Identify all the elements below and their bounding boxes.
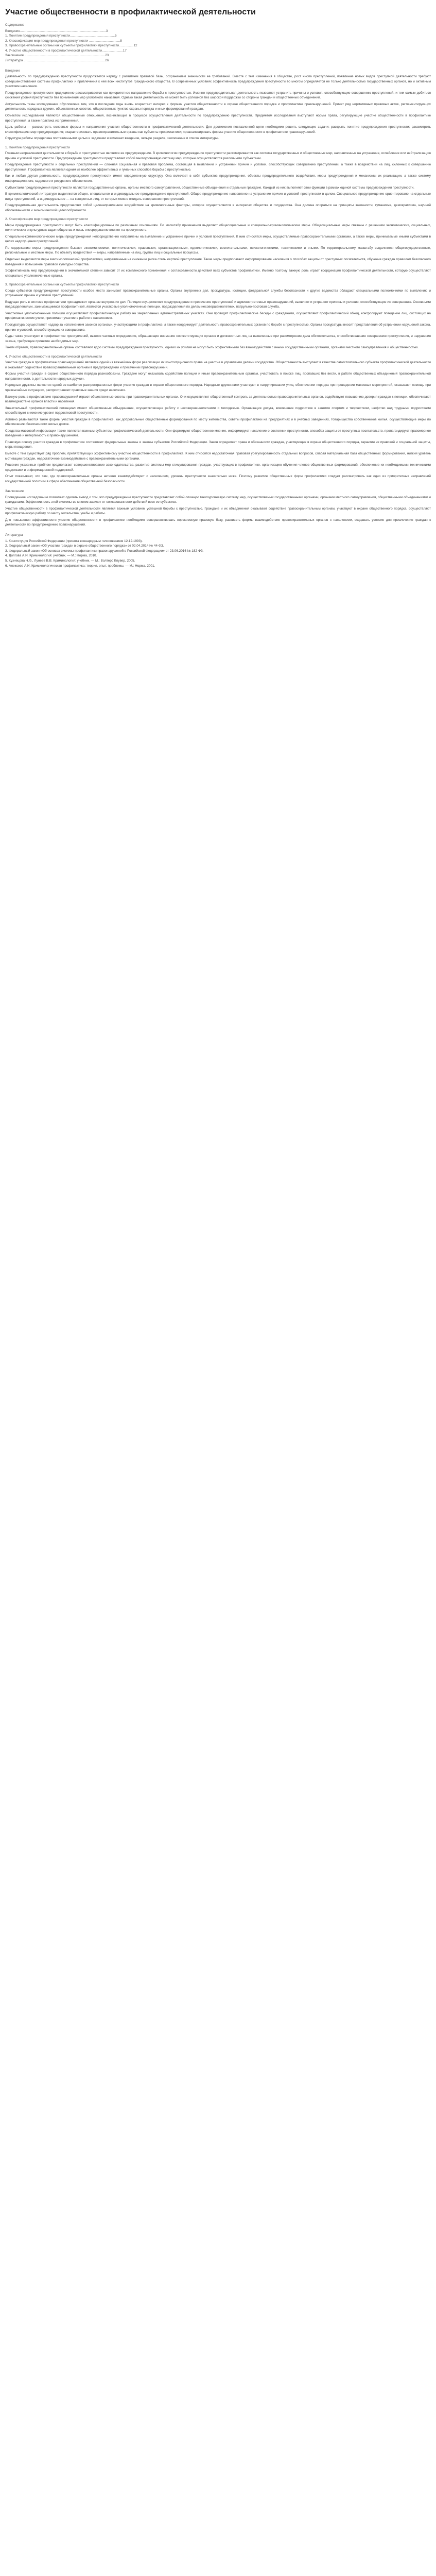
conclusion-heading: Заключение (5, 489, 24, 494)
paragraph: Народные дружины являются одной из наиболее распространенных форм участия граждан в охране общественного порядка. Народные дружинники участвуют в патрулировании улиц, обеспечении порядка при проведении массовых мероприятий, оказывают помощь при чрезвычайных ситуациях, распространяют правовые знания среди населения. (5, 383, 431, 392)
intro-heading: Введение (5, 69, 20, 73)
section-1 (5, 145, 431, 213)
paragraph: Предупреждение преступности традиционно рассматривается как приоритетное направление борьбы с преступностью. Именно предупредительная деятельность позволяет устранить причины и условия, способствующие совершению преступлений, и тем самым добиться снижения уровня преступности без применения мер уголовного наказания. Однако такая деятельность не может быть успешной без широкой поддержки со стороны граждан и общественных объединений. (5, 91, 431, 100)
reference-item: 1. Конституция Российской Федерации (принята всенародным голосованием 12.12.1993). (5, 539, 143, 543)
toc-item: 1. Понятие предупреждения преступности.................................................5 (5, 34, 117, 38)
reference-item: 3. Федеральный закон «Об основах системы профилактики правонарушений в Российской Федерации» от 23.06.2016 № 182-ФЗ. (5, 549, 204, 553)
paragraph: Активно развиваются такие формы участия граждан в профилактике, как добровольные общественные формирования по месту жительства, советы профилактики на предприятиях и в учебных заведениях, товарищества собственников жилья, осуществляющие меры по обеспечению безопасности жилых домов. (5, 417, 431, 427)
toc-item: 3. Правоохранительные органы как субъекты профилактики преступности................12 (5, 44, 137, 48)
paragraph: Среди субъектов предупреждения преступности особое место занимают правоохранительные органы. Органы внутренних дел, прокуратуры, юстиции, федеральной службы безопасности и другие ведомства обладают специальными полномочиями по выявлению и устранению причин и условий преступлений. (5, 289, 431, 298)
paragraph: В криминологической литературе выделяются общее, специальное и индивидуальное предупреждение преступлений. Общее предупреждение направлено на устранение причин и условий преступности в целом. Специальное предупреждение ориентировано на отдельные виды преступлений, а индивидуальное — на конкретных лиц, от которых можно ожидать совершения преступлений. (5, 192, 431, 201)
paragraph: Таким образом, правоохранительные органы составляют ядро системы предупреждения преступности, однако их усилия не могут быть эффективными без взаимодействия с иными государственными органами, органами местного самоуправления и общественностью. (5, 346, 419, 350)
references-section (5, 533, 431, 568)
section-heading: 2. Классификация мер предупреждения преступности (5, 217, 89, 222)
toc-item: Литература .........................................................................................26 (5, 59, 109, 63)
paragraph: Отдельно выделяются меры виктимологической профилактики, направленные на снижение риска стать жертвой преступления. Такие меры предполагают информирование населения о способах защиты от преступных посягательств, обучение граждан правилам безопасного поведения и повышение правовой культуры общества. (5, 258, 431, 266)
paragraph: Вместе с тем существует ряд проблем, препятствующих эффективному участию общественности в профилактике. К ним относятся недостаточная правовая урегулированность отдельных вопросов, слабая материальная база общественных формирований, низкий уровень мотивации граждан, недостаточное взаимодействие с правоохранительными органами. (5, 451, 431, 461)
section-2 (5, 217, 431, 278)
paragraph: Для повышения эффективности участия общественности в профилактике необходимо совершенствовать нормативную правовую базу, развивать формы взаимодействия правоохранительных органов с населением, создавать условия для привлечения граждан к деятельности по предупреждению правонарушений. (5, 518, 431, 527)
introduction-section (5, 69, 431, 141)
references-heading: Литература (5, 533, 23, 537)
paragraph: Эффективность мер предупреждения в значительной степени зависит от их комплексного применения и согласованности действий всех субъектов профилактики. Именно поэтому важную роль играет координация профилактической деятельности, которую осуществляют специально уполномоченные органы. (5, 269, 431, 278)
paragraph: Как и любая другая деятельность, предупреждение преступности имеет определенную структуру. Она включает в себя субъектов предупреждения, объекты предупредительного воздействия, меры предупреждения и механизмы их реализации, а также систему информационного, кадрового и ресурсного обеспечения. (5, 174, 431, 183)
paragraph: Объектом исследования являются общественные отношения, возникающие в процессе осуществления деятельности по предупреждению преступности. Предметом исследования выступают нормы права, регулирующие участие общественности в профилактике преступлений, а также практика их применения. (5, 113, 431, 123)
paragraph: Значительный профилактический потенциал имеют общественные объединения, осуществляющие работу с несовершеннолетними и молодежью. Организация досуга, вовлечение подростков в занятия спортом и творчеством, шефство над трудными подростками способствуют снижению уровня подростковой преступности. (5, 406, 431, 415)
section-heading: 3. Правоохранительные органы как субъекты профилактики преступности (5, 283, 119, 287)
paragraph: Участие общественности в профилактической деятельности является важным условием успешной борьбы с преступностью. Граждане и их объединения оказывают содействие правоохранительным органам, участвуют в охране общественного порядка, осуществляют профилактическую работу по месту жительства, учебы и работы. (5, 506, 431, 516)
paragraph: Важную роль в профилактике правонарушений играют общественные советы при правоохранительных органах. Они осуществляют общественный контроль за деятельностью правоохранительных органов, содействуют повышению доверия граждан к полиции, обеспечивают взаимодействие органов власти и населения. (5, 395, 431, 404)
reference-item: 4. Долгова А.И. Криминология: учебник. — М.: Норма, 2010. (5, 554, 97, 558)
paragraph: Проведенное исследование позволяет сделать вывод о том, что предупреждение преступности представляет собой сложную многоуровневую систему мер, осуществляемых государственными органами, органами местного самоуправления, общественными объединениями и гражданами. Эффективность этой системы во многом зависит от согласованности действий всех ее субъектов. (5, 495, 431, 504)
paragraph: Актуальность темы исследования обусловлена тем, что в последние годы вновь возрастает интерес к формам участия общественности в охране общественного порядка и профилактике правонарушений. Принят ряд нормативных правовых актов, регламентирующих деятельность народных дружин, общественных советов, общественных пунктов охраны порядка и иных формирований граждан. (5, 102, 431, 111)
document-page (0, 0, 436, 579)
paragraph: Цель работы — рассмотреть основные формы и направления участия общественности в профилактической деятельности. Для достижения поставленной цели необходимо решить следующие задачи: раскрыть понятие предупреждения преступности; рассмотреть классификацию мер предупреждения; охарактеризовать правоохранительные органы как субъекты профилактики; проанализировать формы участия общественности в профилактике правонарушений. (5, 125, 431, 134)
paragraph: Опыт показывает, что там, где правоохранительные органы активно взаимодействуют с населением, уровень преступности значительно ниже. Поэтому развитие общественных форм профилактики следует рассматривать как одно из приоритетных направлений государственной политики в сфере обеспечения общественной безопасности. (5, 474, 431, 483)
paragraph: Формы участия граждан в охране общественного порядка разнообразны. Граждане могут оказывать содействие полиции и иным правоохранительным органам, участвовать в поиске лиц, пропавших без вести, в работе общественных объединений правоохранительной направленности, в деятельности народных дружин. (5, 372, 431, 381)
toc-item: Заключение ........................................................................................23 (5, 54, 109, 58)
paragraph: Специально-криминологические меры предупреждения непосредственно направлены на выявление и устранение причин и условий преступлений. К ним относятся меры, осуществляемые правоохранительными органами, а также меры, принимаемые иными субъектами в целях недопущения преступлений. (5, 234, 431, 244)
paragraph: Решение указанных проблем предполагает совершенствование законодательства, развитие системы мер стимулирования граждан, участвующих в профилактике, организацию обучения членов общественных формирований, обеспечение их необходимыми техническими средствами и информационной поддержкой. (5, 463, 431, 472)
paragraph: Прокуратура осуществляет надзор за исполнением законов органами, участвующими в профилактике, а также координирует деятельность правоохранительных органов по борьбе с преступностью. Органы прокуратуры вносят представления об устранении нарушений закона, причин и условий, способствующих их совершению. (5, 323, 431, 332)
toc-item: 4. Участие общественности в профилактической деятельности.......................17 (5, 48, 127, 53)
paragraph: Структура работы определена поставленными целью и задачами и включает введение, четыре раздела, заключение и список литературы. (5, 137, 219, 141)
toc-item: Введение..............................................................................................3 (5, 29, 108, 33)
paragraph: Правовую основу участия граждан в профилактике составляют федеральные законы и законы субъектов Российской Федерации. Закон определяет права и обязанности граждан, участвующих в охране общественного порядка, гарантии их правовой и социальной защиты, меры поощрения. (5, 440, 431, 449)
paragraph: Субъектами предупреждения преступности являются государственные органы, органы местного самоуправления, общественные объединения и отдельные граждане. Каждый из них выполняет свои функции в рамках единой системы предупреждения преступности. (5, 185, 414, 190)
toc-list (5, 29, 431, 63)
paragraph: Меры предупреждения преступности могут быть классифицированы по различным основаниям. По масштабу применения выделяют общесоциальные и специально-криминологические меры. Общесоциальные меры связаны с решением экономических, социальных, политических и культурных задач общества и лишь опосредованно влияют на преступность. (5, 223, 431, 232)
section-4 (5, 354, 431, 484)
section-heading: 1. Понятие предупреждения преступности (5, 145, 71, 149)
reference-item: 6. Алексеев А.И. Криминологическая профилактика: теория, опыт, проблемы. — М.: Норма, 2001. (5, 564, 155, 568)
toc-item: 2. Классификация мер предупреждения преступности ..................................8 (5, 39, 122, 43)
reference-item: 2. Федеральный закон «Об участии граждан в охране общественного порядка» от 02.04.2014 № 44-ФЗ. (5, 544, 164, 548)
page-title: Участие общественности в профилактической деятельности (5, 8, 256, 16)
reference-item: 5. Кузнецова Н.Ф., Лунеев В.В. Криминология: учебник. — М.: Волтерс Клувер, 2005. (5, 558, 135, 563)
paragraph: Деятельность по предупреждению преступности продолжается наряду с развитием правовой базы, сохранением значимости ее требований. Вместе с тем изменения в обществе, рост числа преступлений, появление новых видов преступной деятельности требуют совершенствования системы профилактики и привлечения к ней всех институтов гражданского общества. В современных условиях эффективность предупреждения преступности во многом определяется не только деятельностью государственных органов, но и активным участием населения. (5, 75, 431, 89)
conclusion-section (5, 489, 431, 528)
toc-heading: Содержание (5, 23, 25, 27)
paragraph: Предупредительная деятельность представляет собой целенаправленное воздействие на криминогенные факторы, которое осуществляется в интересах общества и государства. Она должна опираться на принципы законности, гуманизма, демократизма, научной обоснованности и экономической целесообразности. (5, 204, 431, 212)
paragraph: Главным направлением деятельности в борьбе с преступностью является ее предупреждение. В криминологии предупреждение преступности рассматривается как система государственных и общественных мер, направленных на устранение, ослабление или нейтрализацию причин и условий преступности. Предупреждение преступности представляет собой многоуровневую систему мер, которые осуществляются различными субъектами. (5, 151, 431, 160)
section-heading: 4. Участие общественности в профилактической деятельности (5, 354, 102, 359)
paragraph: Суды также участвуют в профилактике преступлений, вынося частные определения, обращающие внимание соответствующих органов и должностных лиц на выявленные при рассмотрении дела обстоятельства, способствовавшие совершению преступления, и нарушения закона, требующие принятия необходимых мер. (5, 334, 431, 343)
paragraph: По содержанию меры предупреждения бывают экономическими, политическими, правовыми, организационными, идеологическими, воспитательными, психологическими, техническими и иными. По территориальному масштабу выделяются общегосударственные, региональные и местные меры. По объекту воздействия — меры, направленные на лиц, группы лиц и социальные процессы. (5, 246, 431, 255)
paragraph: Участковые уполномоченные полиции осуществляют профилактическую работу на закрепленных административных участках. Они проводят профилактические беседы с гражданами, осуществляют профилактический обход, контролируют поведение лиц, состоящих на профилактическом учете, принимают участие в работе с населением. (5, 311, 431, 320)
paragraph: Участие граждан в профилактике правонарушений является одной из важнейших форм реализации их конституционного права на участие в управлении делами государства. Общественность выступает в качестве самостоятельного субъекта профилактической деятельности и оказывает содействие правоохранительным органам в предупреждении и пресечении правонарушений. (5, 361, 431, 369)
paragraph: Ведущая роль в системе профилактики принадлежит органам внутренних дел. Полиция осуществляет предупреждение и пресечение преступлений и административных правонарушений, выявляет и устраняет причины и условия, способствующие их совершению. Основными подразделениями, занимающимися профилактикой, являются участковые уполномоченные полиции, подразделения по делам несовершеннолетних, патрульно-постовая служба. (5, 300, 431, 309)
section-3 (5, 282, 431, 350)
paragraph: Предупреждение преступности и отдельных преступлений — сложная социальная и правовая проблема, состоящая в выявлении и устранении причин и условий, способствующих совершению преступлений, а также в воздействии на лиц, склонных к совершению преступлений. Профилактика является одним из наиболее эффективных и гуманных способов борьбы с преступностью. (5, 163, 431, 172)
table-of-contents (5, 23, 431, 63)
references-list (5, 539, 431, 569)
paragraph: Средства массовой информации также являются важным субъектом профилактической деятельности. Они формируют общественное мнение, информируют население о состоянии преступности, способах защиты от преступных посягательств, пропагандируют правомерное поведение и нетерпимость к правонарушениям. (5, 429, 431, 438)
